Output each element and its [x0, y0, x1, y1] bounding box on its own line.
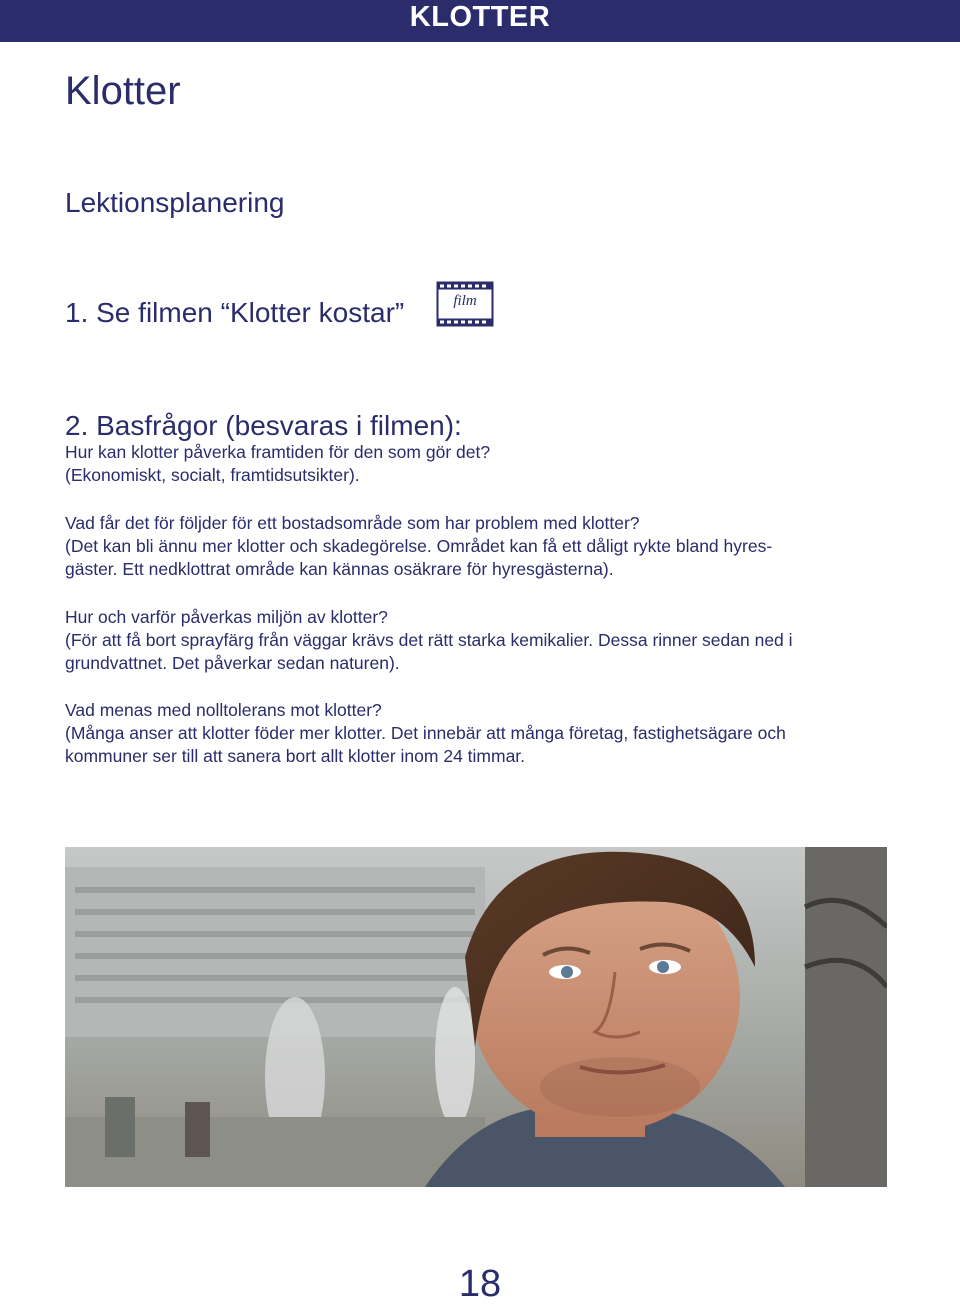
header-title: KLOTTER [409, 1, 551, 33]
answer-line: gäster. Ett nedklottrat område kan kännas osäkrare för hyresgästerna). [65, 559, 614, 579]
page-number: 18 [458, 1263, 502, 1305]
question-line: Vad får det för följder för ett bostadsområde som har problem med klotter? [65, 513, 640, 533]
question-block-2 [65, 512, 895, 581]
answer-line: (För att få bort sprayfärg från väggar krävs det rätt starka kemikalier. Dessa rinner sedan ned i [65, 630, 793, 650]
question-line: Hur kan klotter påverka framtiden för den som gör det? [65, 442, 491, 462]
question-block-4 [65, 699, 895, 768]
section-heading: Lektionsplanering [65, 187, 285, 218]
step-one-heading: 1. Se filmen “Klotter kostar” [65, 297, 405, 328]
young-man-photo [65, 847, 887, 1187]
page-title: Klotter [65, 69, 181, 113]
answer-line: grundvattnet. Det påverkar sedan naturen). [65, 653, 400, 673]
answer-line: (Det kan bli ännu mer klotter och skadegörelse. Området kan få ett dåligt rykte bland hyres- [65, 536, 773, 556]
photo-illustration [65, 847, 887, 1187]
question-block-1 [65, 441, 895, 487]
answer-line: (Många anser att klotter föder mer klotter. Det innebär att många företag, fastighetsägare och [65, 723, 786, 743]
answer-line: kommuner ser till att sanera bort allt klotter inom 24 timmar. [65, 746, 526, 766]
film-icon-label: film [453, 293, 477, 309]
question-line: Hur och varför påverkas miljön av klotter? [65, 607, 388, 627]
answer-line: (Ekonomiskt, socialt, framtidsutsikter). [65, 465, 360, 485]
question-block-3 [65, 606, 895, 675]
question-line: Vad menas med nolltolerans mot klotter? [65, 700, 382, 720]
step-two-heading: 2. Basfrågor (besvaras i filmen): [65, 410, 462, 441]
